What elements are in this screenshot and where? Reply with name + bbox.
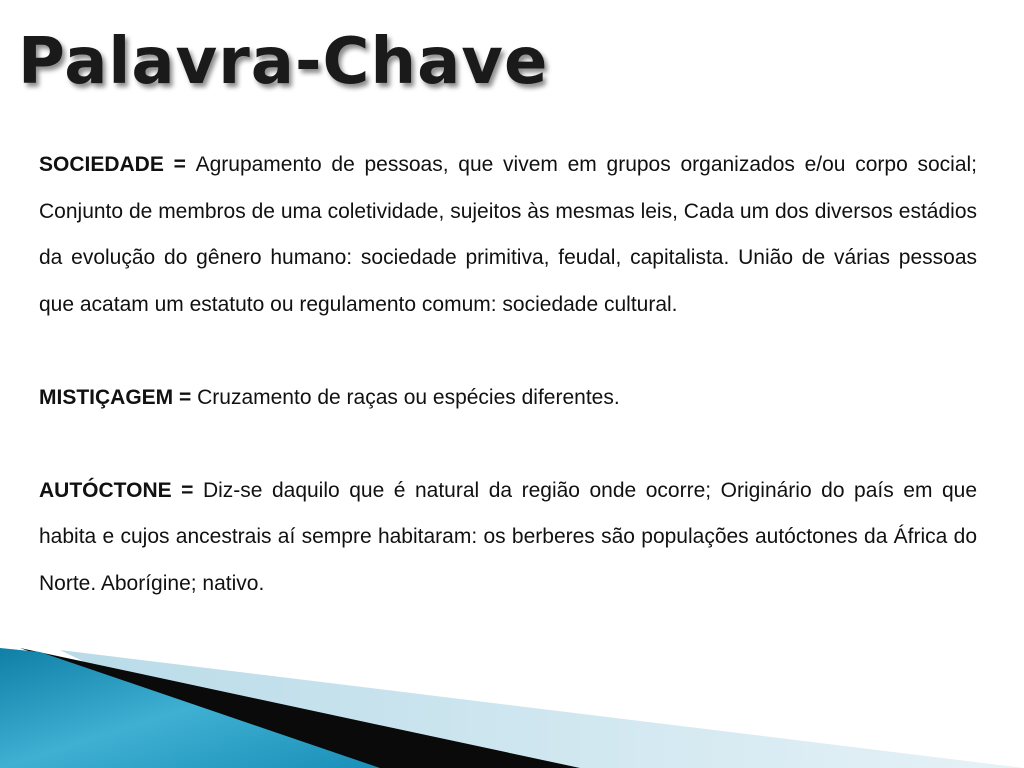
- term-misticagem: MISTIÇAGEM =: [39, 385, 198, 409]
- slide-title: Palavra-Chave: [18, 25, 549, 99]
- definition-text-autoctone: Diz-se daquilo que é natural da região onde ocorre; Originário do país em que habita e cujos ancestrais aí sempre habitaram: os berberes são populações autóctones da África do Norte. Aborígine; nativo.: [39, 478, 977, 595]
- term-autoctone: AUTÓCTONE =: [39, 478, 203, 502]
- definition-text-misticagem: Cruzamento de raças ou espécies diferentes.: [197, 385, 620, 409]
- term-sociedade: SOCIEDADE =: [39, 153, 196, 176]
- definitions-body: [39, 142, 977, 607]
- paragraph-spacer: [39, 328, 977, 375]
- definition-text-sociedade: Agrupamento de pessoas, que vivem em grupos organizados e/ou corpo social; Conjunto de membros de uma coletividade, sujeitos às mesmas leis, Cada um dos diversos estádios da evolução do gênero humano: sociedade primitiva, feudal, capitalista. União de várias pessoas que acatam um estatuto ou regulamento comum: sociedade cultural.: [39, 153, 977, 316]
- definition-misticagem: [39, 375, 977, 422]
- paragraph-spacer: [39, 421, 977, 468]
- definition-sociedade: [39, 142, 977, 328]
- definition-autoctone: [39, 468, 977, 608]
- corner-swoosh-decoration: [0, 640, 1024, 768]
